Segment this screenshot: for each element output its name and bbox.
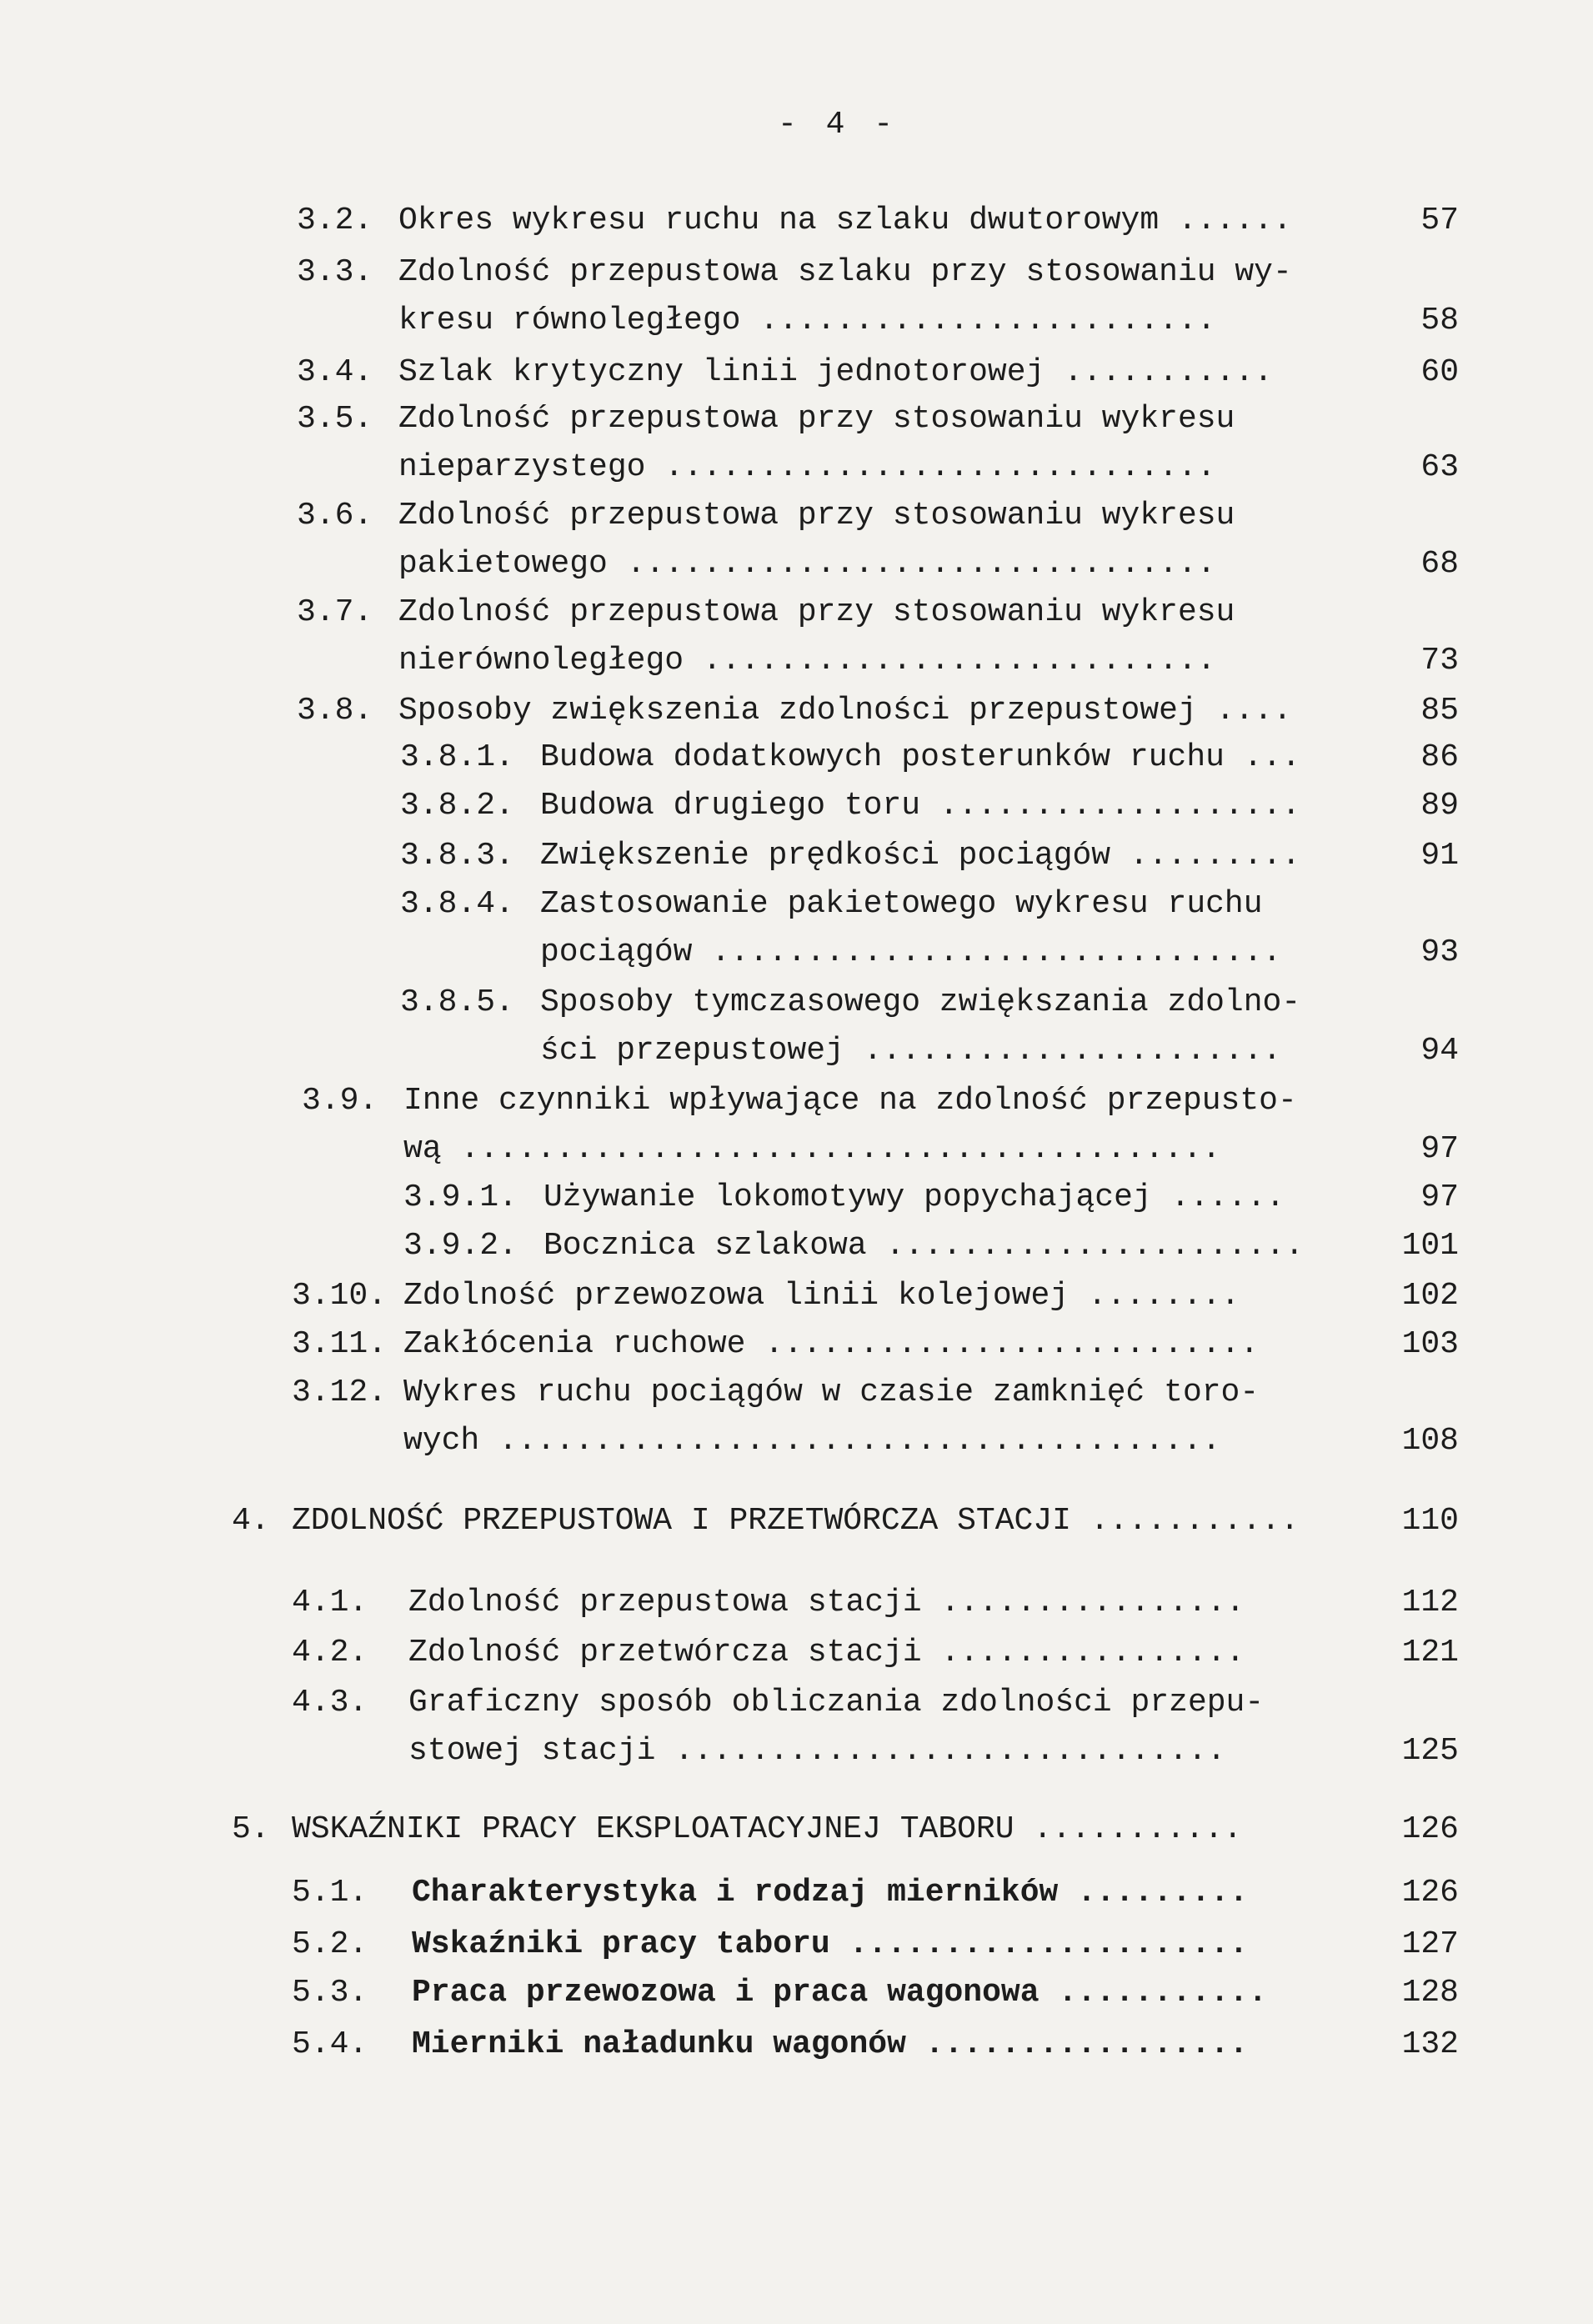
toc-entry-page: 97 (1420, 1131, 1459, 1167)
toc-entry-page: 128 (1401, 1975, 1459, 2011)
toc-entry-title: Inne czynniki wpływające na zdolność przepusto- (403, 1083, 1297, 1119)
toc-entry (0, 1369, 1593, 1465)
toc-entry-number: 3.9. (302, 1083, 378, 1119)
toc-entry-number: 3.12. (292, 1375, 388, 1410)
toc-entry-page: 58 (1420, 303, 1459, 338)
toc-entry-title: Zdolność przepustowa przy stosowaniu wykresu (398, 401, 1235, 437)
toc-entry-title: nierównoległego ........................... (398, 643, 1216, 679)
toc-entry-title: Mierniki naładunku wagonów ................. (412, 2026, 1249, 2062)
toc-entry-page: 93 (1420, 934, 1459, 970)
toc-entry-number: 5.1. (292, 1875, 368, 1911)
toc-entry-number: 5. (232, 1811, 270, 1847)
toc-entry-page: 60 (1420, 354, 1459, 390)
toc-entry (0, 1969, 1593, 2017)
toc-entry (0, 2021, 1593, 2069)
toc-entry-number: 3.8. (297, 693, 373, 729)
toc-entry (0, 880, 1593, 977)
toc-entry (0, 1497, 1593, 1545)
toc-entry-title: kresu równoległego ........................ (398, 303, 1216, 338)
toc-entry (0, 1679, 1593, 1776)
toc-entry-title: Szlak krytyczny linii jednotorowej ........... (398, 354, 1273, 390)
toc-entry-page: 132 (1401, 2026, 1459, 2062)
toc-entry (0, 197, 1593, 245)
toc-entry-title: Zdolność przepustowa przy stosowaniu wykresu (398, 498, 1235, 533)
toc-entry-page: 108 (1401, 1423, 1459, 1459)
toc-entry (0, 589, 1593, 685)
toc-entry-number: 5.2. (292, 1926, 368, 1962)
toc-entry-number: 3.6. (297, 498, 373, 533)
toc-entry-number: 4.2. (292, 1635, 368, 1670)
toc-entry-title: Praca przewozowa i praca wagonowa ........... (412, 1975, 1268, 2011)
toc-entry-title: Zastosowanie pakietowego wykresu ruchu (540, 886, 1263, 922)
toc-entry-number: 3.11. (292, 1326, 388, 1362)
toc-entry-page: 86 (1420, 739, 1459, 775)
toc-entry-title: Zdolność przetwórcza stacji ................ (408, 1635, 1245, 1670)
toc-entry-title: Zwiększenie prędkości pociągów ......... (540, 838, 1301, 874)
toc-entry-number: 3.5. (297, 401, 373, 437)
toc-entry-title: Zdolność przepustowa szlaku przy stosowaniu wy- (398, 254, 1292, 290)
toc-entry-title: pakietowego ............................... (398, 546, 1216, 582)
toc-entry (0, 248, 1593, 345)
toc-entry-title: Zdolność przewozowa linii kolejowej ........ (403, 1278, 1240, 1314)
toc-entry-number: 4. (232, 1503, 270, 1539)
toc-entry-number: 3.8.2. (400, 788, 514, 824)
toc-entry-title: Sposoby tymczasowego zwiększania zdolno- (540, 984, 1301, 1020)
toc-entry-title: wą ........................................ (403, 1131, 1221, 1167)
toc-entry (0, 1272, 1593, 1320)
toc-entry-title: Budowa drugiego toru ................... (540, 788, 1301, 824)
toc-entry-page: 68 (1420, 546, 1459, 582)
toc-entry-title: wych ...................................... (403, 1423, 1221, 1459)
toc-entry (0, 1174, 1593, 1222)
toc-entry-number: 3.9.1. (403, 1180, 518, 1215)
toc-entry-page: 57 (1420, 203, 1459, 238)
toc-entry (0, 1629, 1593, 1677)
toc-entry-page: 73 (1420, 643, 1459, 679)
toc-entry (0, 782, 1593, 830)
toc-entry-title: WSKAŹNIKI PRACY EKSPLOATACYJNEJ TABORU ........... (292, 1811, 1243, 1847)
toc-entry-title: Bocznica szlakowa ...................... (544, 1228, 1305, 1264)
toc-entry-title: Budowa dodatkowych posterunków ruchu ... (540, 739, 1301, 775)
toc-entry-page: 102 (1401, 1278, 1459, 1314)
toc-entry-number: 3.8.1. (400, 739, 514, 775)
toc-entry (0, 1320, 1593, 1369)
toc-entry (0, 348, 1593, 397)
toc-entry-title: Wykres ruchu pociągów w czasie zamknięć toro- (403, 1375, 1260, 1410)
toc-entry-number: 3.8.5. (400, 984, 514, 1020)
toc-entry-number: 3.3. (297, 254, 373, 290)
toc-entry-number: 3.2. (297, 203, 373, 238)
toc-entry-title: ZDOLNOŚĆ PRZEPUSTOWA I PRZETWÓRCZA STACJI ........... (292, 1503, 1300, 1539)
toc-entry-title: Używanie lokomotywy popychającej ...... (544, 1180, 1285, 1215)
toc-entry-title: Sposoby zwiększenia zdolności przepustowej .... (398, 693, 1292, 729)
toc-entry-number: 5.4. (292, 2026, 368, 2062)
toc-entry-page: 91 (1420, 838, 1459, 874)
toc-entry-number: 3.4. (297, 354, 373, 390)
toc-entry (0, 979, 1593, 1075)
toc-entry (0, 1921, 1593, 1969)
page-number: - 4 - (777, 107, 899, 143)
toc-entry-number: 3.10. (292, 1278, 388, 1314)
toc-entry-page: 103 (1401, 1326, 1459, 1362)
toc-entry-page: 126 (1401, 1875, 1459, 1911)
toc-entry-title: stowej stacji ............................. (408, 1733, 1226, 1769)
toc-entry-page: 94 (1420, 1033, 1459, 1069)
toc-entry-title: Zakłócenia ruchowe .......................... (403, 1326, 1260, 1362)
toc-entry-page: 125 (1401, 1733, 1459, 1769)
toc-entry (0, 1579, 1593, 1627)
toc-entry-number: 5.3. (292, 1975, 368, 2011)
toc-entry (0, 1077, 1593, 1174)
toc-entry-page: 85 (1420, 693, 1459, 729)
toc-entry-page: 110 (1401, 1503, 1459, 1539)
toc-entry (0, 395, 1593, 492)
toc-entry-number: 3.7. (297, 594, 373, 630)
toc-entry (0, 1869, 1593, 1917)
toc-entry (0, 832, 1593, 880)
toc-entry-title: Zdolność przepustowa stacji ................ (408, 1585, 1245, 1620)
toc-entry (0, 687, 1593, 735)
toc-entry-title: Charakterystyka i rodzaj mierników ......... (412, 1875, 1249, 1911)
toc-entry-page: 126 (1401, 1811, 1459, 1847)
toc-entry (0, 1806, 1593, 1854)
toc-entry-number: 4.3. (292, 1685, 368, 1720)
toc-entry-number: 3.8.4. (400, 886, 514, 922)
toc-entry-page: 63 (1420, 449, 1459, 485)
toc-entry-title: Okres wykresu ruchu na szlaku dwutorowym ...... (398, 203, 1292, 238)
toc-entry-page: 97 (1420, 1180, 1459, 1215)
toc-entry-number: 3.8.3. (400, 838, 514, 874)
toc-entry-title: ści przepustowej ...................... (540, 1033, 1282, 1069)
toc-entry-page: 121 (1401, 1635, 1459, 1670)
toc-entry-title: Wskaźniki pracy taboru ..................... (412, 1926, 1249, 1962)
toc-entry-number: 4.1. (292, 1585, 368, 1620)
toc-entry-title: Graficzny sposób obliczania zdolności przepu- (408, 1685, 1265, 1720)
toc-entry-page: 112 (1401, 1585, 1459, 1620)
toc-entry (0, 1222, 1593, 1270)
toc-entry (0, 492, 1593, 589)
toc-entry-title: Zdolność przepustowa przy stosowaniu wykresu (398, 594, 1235, 630)
toc-entry-page: 89 (1420, 788, 1459, 824)
toc-entry-title: nieparzystego ............................. (398, 449, 1216, 485)
toc-entry (0, 734, 1593, 782)
toc-entry-number: 3.9.2. (403, 1228, 518, 1264)
toc-entry-title: pociągów .............................. (540, 934, 1282, 970)
toc-entry-page: 127 (1401, 1926, 1459, 1962)
toc-entry-page: 101 (1401, 1228, 1459, 1264)
